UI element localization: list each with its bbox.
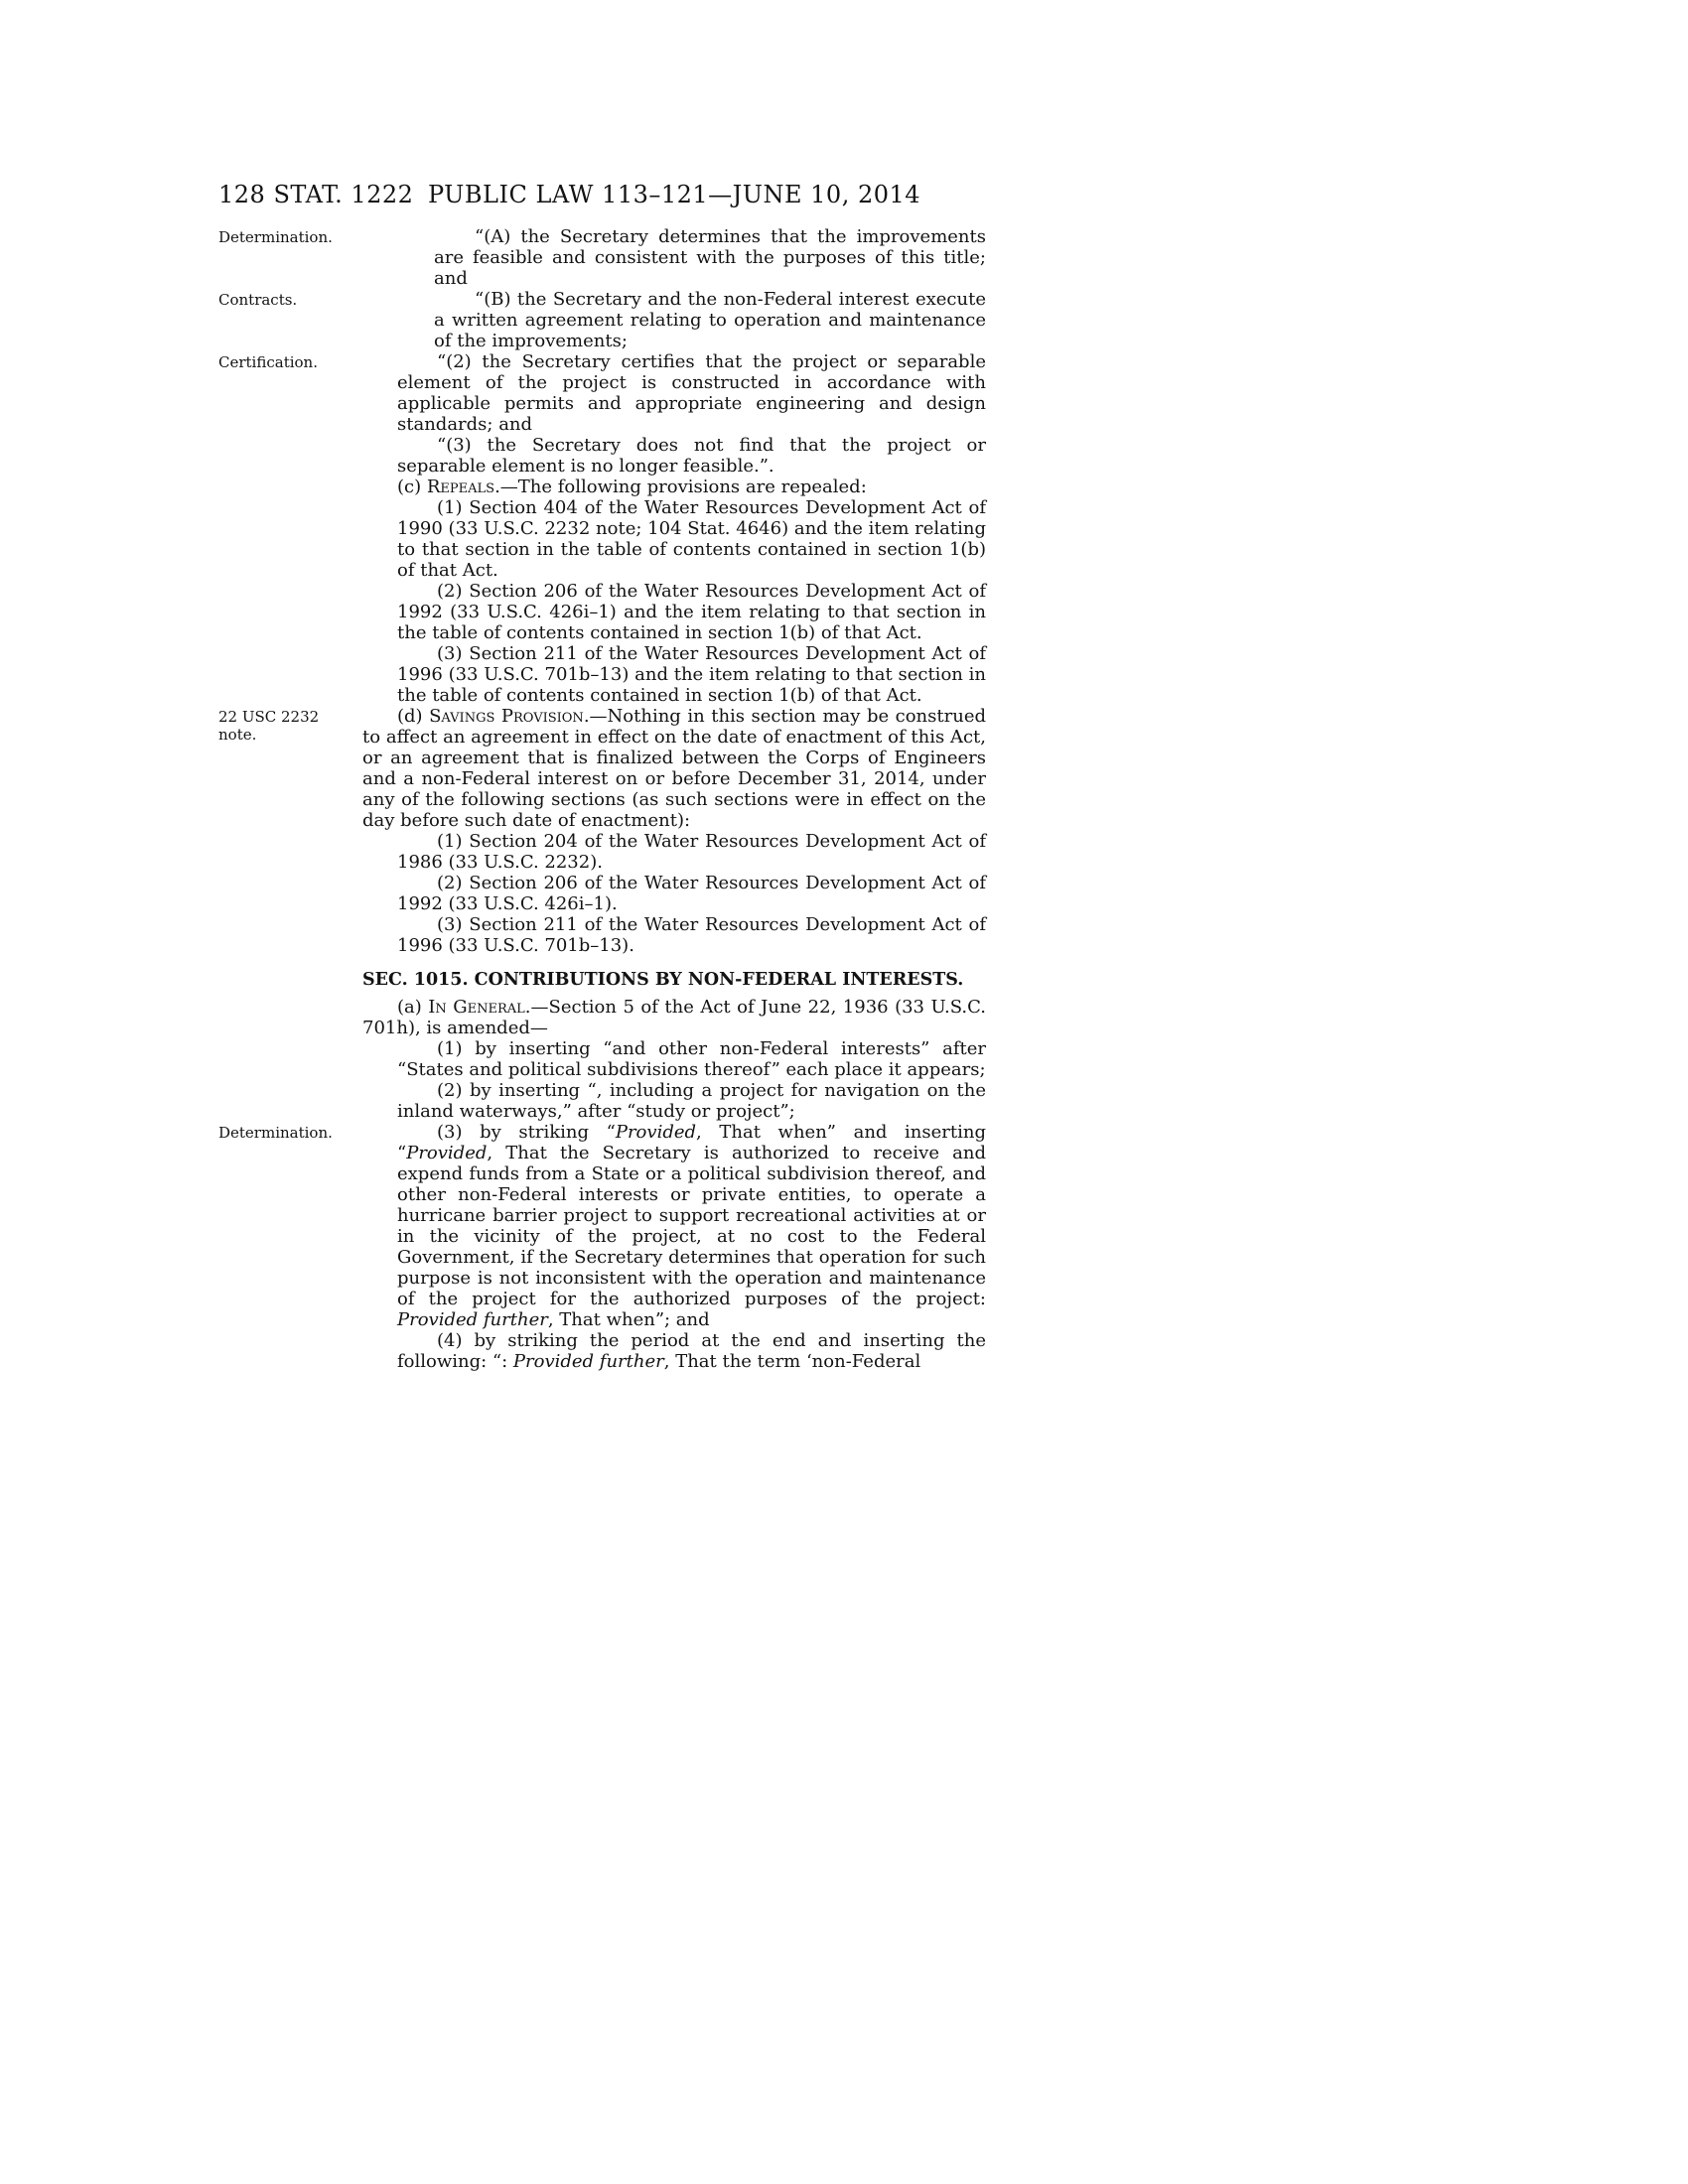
text-segment: (a): [397, 997, 429, 1018]
body-paragraph: [397, 1330, 986, 1372]
text-segment: (2) by inserting “, including a project for navigation on the inland waterways,” after “study or project”;: [397, 1080, 986, 1122]
body-paragraph: [218, 289, 986, 351]
body-paragraph: [397, 1080, 986, 1122]
margin-note: Determination.: [218, 228, 333, 246]
body-paragraph: [397, 581, 986, 643]
italic-text: Provided further: [397, 1309, 548, 1330]
text-segment: , That when” and inserting “: [397, 1122, 986, 1163]
text-segment: (2) Section 206 of the Water Resources Development Act of 1992 (33 U.S.C. 426i–1) and the item relating to that section in the table of contents contained in section 1(b) of that Act.: [397, 581, 986, 643]
section-heading: [362, 970, 986, 991]
smallcaps-text: Savings Provision: [429, 706, 584, 727]
body-paragraph: [397, 873, 986, 914]
body-paragraph: [218, 226, 986, 289]
text-segment: (c): [397, 477, 427, 497]
margin-note: 22 USC 2232 note.: [218, 708, 320, 744]
text-segment: “(3) the Secretary does not find that the project or separable element is no longer feasible.”.: [397, 435, 986, 477]
text-segment: (2) Section 206 of the Water Resources Development Act of 1992 (33 U.S.C. 426i–1).: [397, 873, 986, 914]
text-segment: “(2) the Secretary certifies that the project or separable element of the project is constructed in accordance with applicable permits and appropriate engineering and design standards; and: [397, 351, 986, 435]
law-title: PUBLIC LAW 113–121—JUNE 10, 2014: [427, 181, 921, 208]
margin-note: Contracts.: [218, 291, 298, 309]
text-segment: , That the term ‘non-Federal: [663, 1351, 921, 1372]
italic-text: Provided: [406, 1143, 488, 1163]
margin-note: Certification.: [218, 353, 318, 371]
body-paragraph: [218, 1122, 986, 1330]
text-segment: (3) by striking “: [437, 1122, 616, 1143]
text-segment: (3) Section 211 of the Water Resources Development Act of 1996 (33 U.S.C. 701b–13) and the item relating to that section in the table of contents contained in section 1(b) of that Act.: [397, 643, 986, 706]
text-segment: , That the Secretary is authorized to receive and expend funds from a State or a political subdivision thereof, and other non-Federal interests or private entities, to operate a hurricane barrier project to support recreational activities at or in the vicinity of the project, at no cost to the Federal Government, if the Secretary determines that operation for such purpose is not inconsistent with the operation and maintenance of the project for the authorized purposes of the project:: [397, 1143, 986, 1309]
text-segment: “(A) the Secretary determines that the improvements are feasible and consistent with the purposes of this title; and: [434, 226, 986, 289]
text-segment: (3) Section 211 of the Water Resources Development Act of 1996 (33 U.S.C. 701b–13).: [397, 914, 986, 956]
body-paragraph: [218, 706, 986, 831]
text-segment: , That when”; and: [547, 1309, 710, 1330]
body-paragraph: [397, 1038, 986, 1080]
body-paragraph: [362, 997, 986, 1038]
smallcaps-text: Repeals: [426, 477, 495, 497]
text-segment: SEC. 1015. CONTRIBUTIONS BY NON-FEDERAL INTERESTS.: [362, 970, 964, 990]
italic-text: Provided further: [512, 1351, 664, 1372]
body-column: [218, 226, 986, 1372]
text-segment: (1) Section 204 of the Water Resources Development Act of 1986 (33 U.S.C. 2232).: [397, 831, 986, 873]
body-paragraph: [362, 477, 986, 497]
text-segment: (1) Section 404 of the Water Resources Development Act of 1990 (33 U.S.C. 2232 note; 104 Stat. 4646) and the item relating to that section in the table of contents contained in section 1(b) of that Act.: [397, 497, 986, 581]
smallcaps-text: In General: [428, 997, 525, 1018]
body-paragraph: [397, 497, 986, 581]
stat-page-number: 128 STAT. 1222: [218, 181, 414, 208]
body-paragraph: [218, 351, 986, 435]
italic-text: Provided: [615, 1122, 697, 1143]
text-segment: .—Section 5 of the Act of June 22, 1936 (33 U.S.C. 701h), is amended—: [362, 997, 986, 1038]
body-paragraph: [397, 914, 986, 956]
text-segment: (4) by striking the period at the end and inserting the following: “:: [397, 1330, 986, 1372]
text-segment: (d): [397, 706, 430, 727]
text-segment: (1) by inserting “and other non-Federal interests” after “States and political subdivisions thereof” each place it appears;: [397, 1038, 986, 1080]
text-segment: .—The following provisions are repealed:: [494, 477, 867, 497]
text-segment: .—Nothing in this section may be construed to affect an agreement in effect on the date of enactment of this Act, or an agreement that is finalized between the Corps of Engineers and a non-Federal interest on or before December 31, 2014, under any of the following sections (as such sections were in effect on the day before such date of enactment):: [362, 706, 986, 831]
margin-note: Determination.: [218, 1124, 333, 1142]
body-paragraph: [397, 643, 986, 706]
body-paragraph: [397, 831, 986, 873]
text-segment: “(B) the Secretary and the non-Federal interest execute a written agreement relating to operation and maintenance of the improvements;: [434, 289, 986, 351]
body-paragraph: [397, 435, 986, 477]
